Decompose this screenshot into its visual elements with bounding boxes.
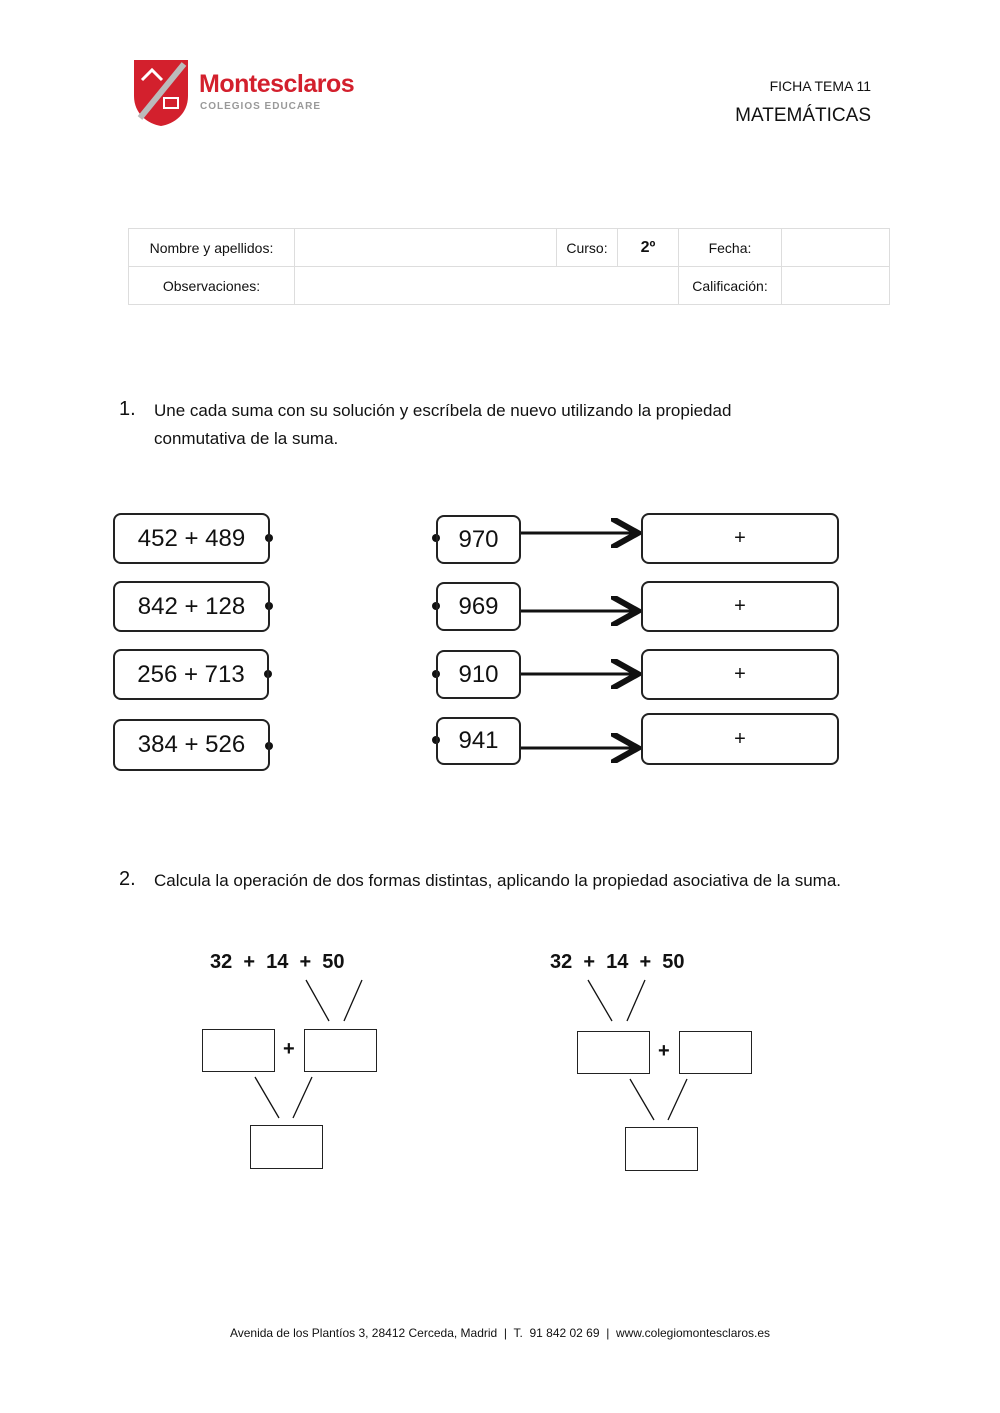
observations-label: Observaciones:	[129, 267, 295, 305]
answer-box-1[interactable]: +	[641, 513, 839, 564]
left-plus: +	[283, 1038, 295, 1060]
sum-box-4[interactable]: 384 + 526	[113, 719, 270, 771]
question-1-text: Une cada suma con su solución y escríbela de nuevo utilizando la propiedad conmutativa de la suma.	[154, 401, 732, 448]
school-name: Montesclaros	[199, 70, 355, 98]
sum-box-2[interactable]: 842 + 128	[113, 581, 270, 632]
right-total-box[interactable]	[625, 1127, 698, 1171]
expression-right: 32 + 14 + 50	[550, 951, 685, 973]
result-box-4[interactable]: 941	[436, 717, 521, 765]
sheet-title: FICHA TEMA 11	[769, 78, 871, 94]
answer-box-4[interactable]: +	[641, 713, 839, 765]
name-label: Nombre y apellidos:	[129, 229, 295, 267]
right-plus: +	[658, 1040, 670, 1062]
right-partial-box-1[interactable]	[577, 1031, 650, 1074]
question-2-text: Calcula la operación de dos formas distintas, aplicando la propiedad asociativa de la suma.	[154, 871, 842, 890]
left-partial-box-1[interactable]	[202, 1029, 275, 1072]
result-box-1[interactable]: 970	[436, 515, 521, 564]
sum-box-3[interactable]: 256 + 713	[113, 649, 269, 700]
footer-address: Avenida de los Plantíos 3, 28412 Cerceda, Madrid | T. 91 842 02 69 | www.colegiomontesclaros.es	[229, 1326, 771, 1340]
left-partial-box-2[interactable]	[304, 1029, 377, 1072]
date-label: Fecha:	[679, 229, 782, 267]
expression-left: 32 + 14 + 50	[210, 951, 345, 973]
result-box-2[interactable]: 969	[436, 582, 521, 631]
subject-title: MATEMÁTICAS	[735, 105, 871, 126]
answer-box-3[interactable]: +	[641, 649, 839, 700]
answer-box-2[interactable]: +	[641, 581, 839, 632]
question-2-number: 2.	[119, 868, 136, 890]
sum-box-1[interactable]: 452 + 489	[113, 513, 270, 564]
result-box-3[interactable]: 910	[436, 650, 521, 699]
grade-label: Calificación:	[679, 267, 782, 305]
question-1-number: 1.	[119, 398, 136, 420]
right-partial-box-2[interactable]	[679, 1031, 752, 1074]
course-label: Curso:	[557, 229, 618, 267]
school-subtitle: COLEGIOS EDUCARE	[200, 101, 322, 112]
course-value: 2º	[618, 229, 679, 267]
left-total-box[interactable]	[250, 1125, 323, 1169]
